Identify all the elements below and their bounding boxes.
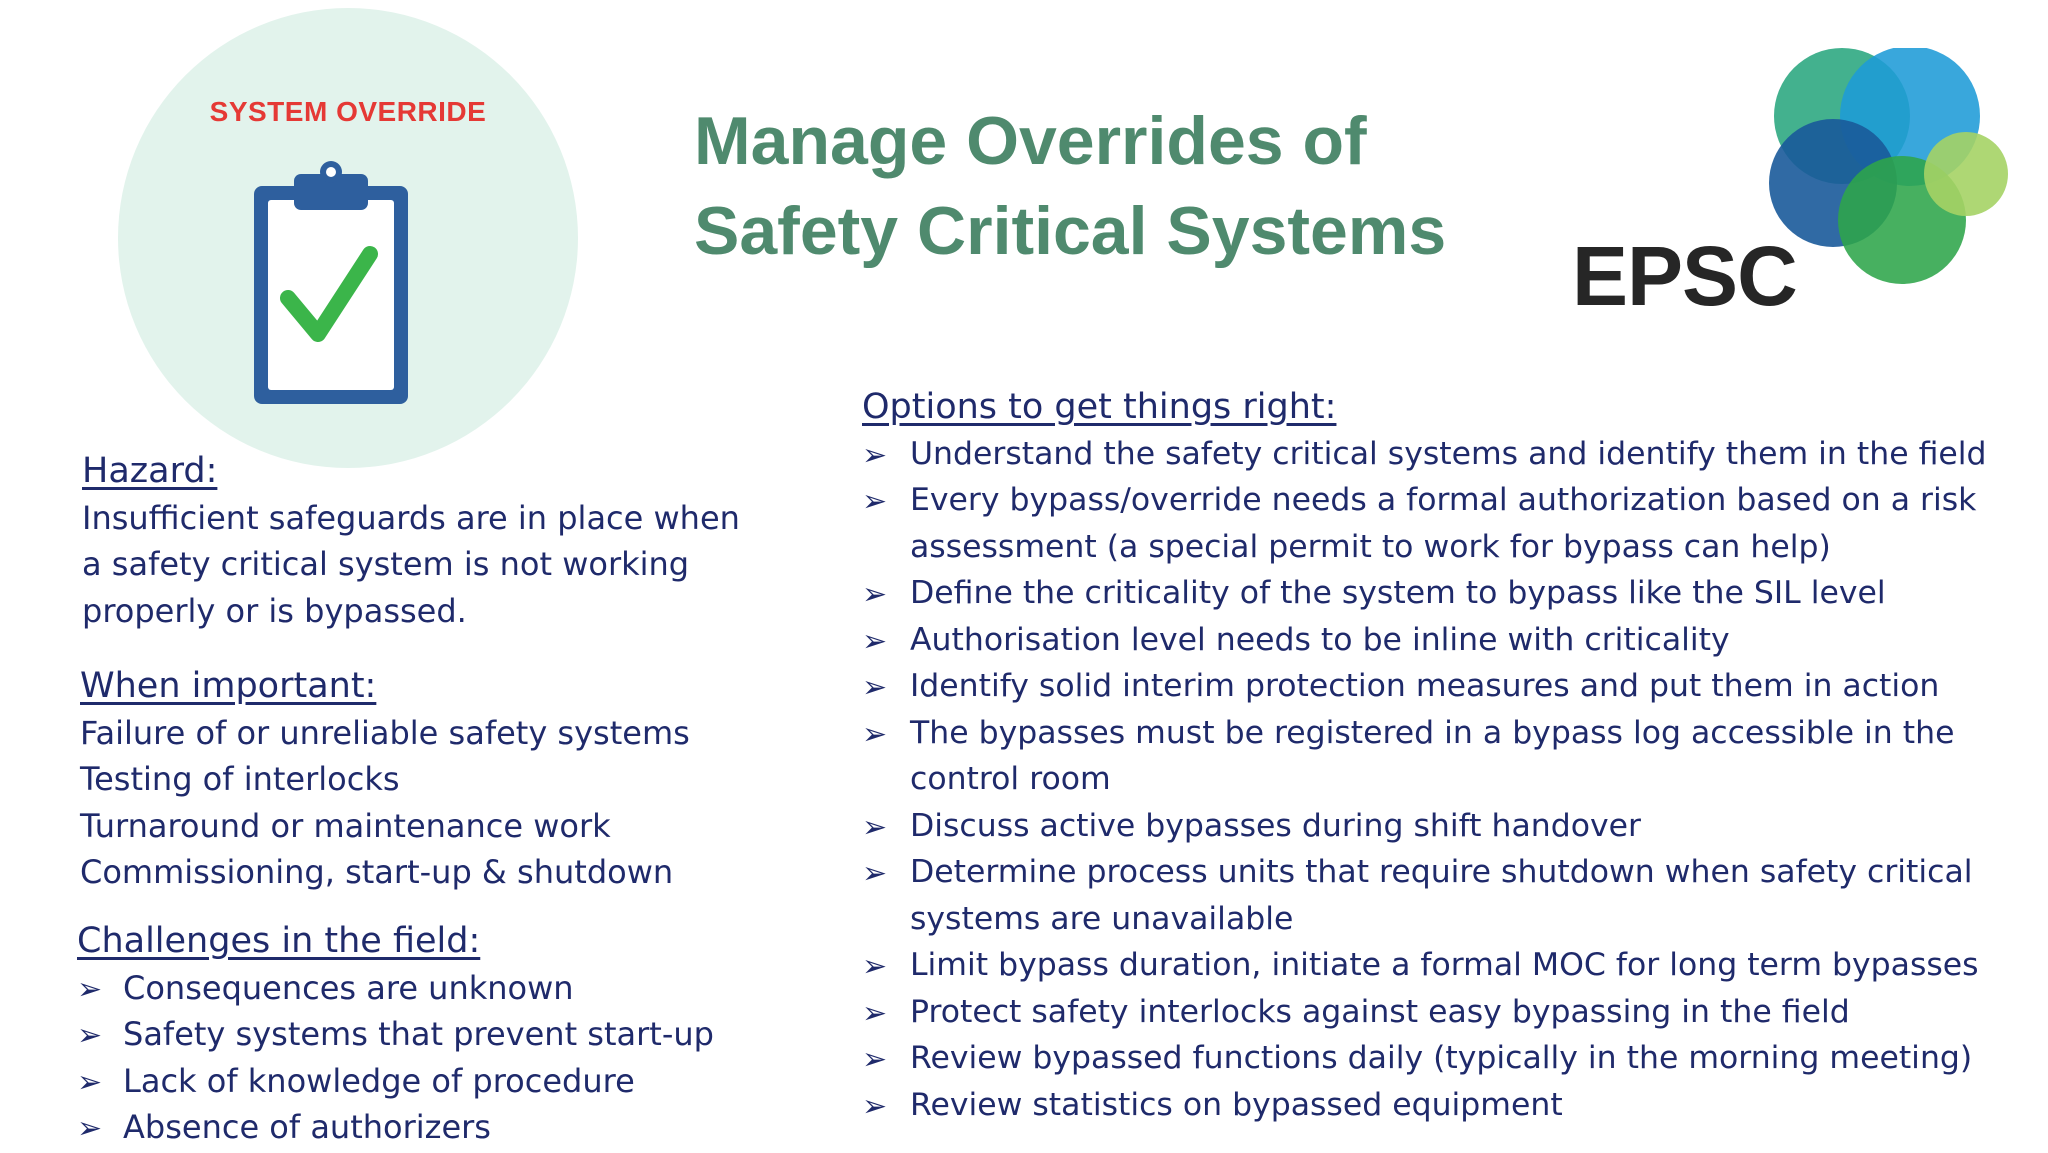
options-section [862, 384, 1987, 1128]
arrow-bullet-icon: ➢ [77, 1111, 103, 1146]
challenges-section [77, 918, 714, 1151]
option-item-text: Identify solid interim protection measures and put them in action [910, 668, 1940, 704]
arrow-bullet-icon: ➢ [77, 1018, 103, 1053]
clipboard-check-icon [246, 156, 416, 412]
challenge-item [77, 1011, 714, 1058]
challenge-item [77, 965, 714, 1012]
arrow-bullet-icon: ➢ [77, 971, 103, 1007]
hazard-section [82, 448, 740, 634]
option-item-text: systems are unavailable [910, 900, 1294, 937]
challenge-item-text: Absence of authorizers [123, 1108, 491, 1146]
hazard-text-line: a safety critical system is not working [82, 545, 690, 583]
arrow-bullet-icon: ➢ [862, 484, 888, 519]
challenges-list [77, 965, 714, 1151]
option-item-text: control room [910, 761, 1111, 797]
arrow-bullet-icon: ➢ [862, 437, 888, 473]
option-item [862, 663, 1987, 710]
option-item [862, 431, 1987, 478]
option-item [862, 989, 1987, 1036]
hazard-text-line: Insufficient safeguards are in place when [82, 498, 740, 537]
option-item [862, 477, 1987, 570]
hazard-heading: Hazard: [82, 451, 218, 491]
option-item [862, 570, 1987, 617]
epsc-logo-text: EPSC [1572, 229, 1797, 323]
page-title [694, 96, 1446, 276]
option-item [862, 1082, 1987, 1129]
when-important-item: Turnaround or maintenance work [80, 806, 611, 845]
options-list [862, 431, 1987, 1129]
option-item-text: Define the criticality of the system to bypass like the SIL level [910, 575, 1886, 611]
when-important-section [80, 663, 690, 896]
arrow-bullet-icon: ➢ [862, 670, 888, 705]
option-item-text: Discuss active bypasses during shift handover [910, 807, 1641, 844]
title-line-1: Manage Overrides of [694, 103, 1367, 179]
option-item [862, 1035, 1987, 1082]
arrow-bullet-icon: ➢ [77, 1064, 103, 1100]
system-override-label: SYSTEM OVERRIDE [209, 96, 487, 127]
option-item [862, 710, 1987, 803]
option-item [862, 617, 1987, 664]
when-important-item: Testing of interlocks [80, 760, 400, 798]
option-item-text: Review bypassed functions daily (typically in the morning meeting) [910, 1040, 1973, 1076]
when-important-heading: When important: [80, 666, 377, 706]
challenge-item-text: Consequences are unknown [123, 968, 574, 1007]
option-item-text: Protect safety interlocks against easy bypassing in the field [910, 993, 1850, 1030]
challenge-item [77, 1104, 714, 1151]
arrow-bullet-icon: ➢ [862, 577, 888, 612]
option-item-text: Limit bypass duration, initiate a formal MOC for long term bypasses [910, 947, 1979, 983]
option-item [862, 803, 1987, 850]
option-item-text: Understand the safety critical systems and identify them in the field [910, 435, 1987, 472]
option-item-text: Authorisation level needs to be inline with criticality [910, 621, 1730, 658]
arrow-bullet-icon: ➢ [862, 949, 888, 984]
option-item-text: Review statistics on bypassed equipment [910, 1086, 1563, 1123]
option-item-text: Every bypass/override needs a formal authorization based on a risk [910, 482, 1977, 518]
challenges-heading: Challenges in the field: [77, 921, 481, 961]
options-heading: Options to get things right: [862, 387, 1337, 427]
arrow-bullet-icon: ➢ [862, 809, 888, 845]
arrow-bullet-icon: ➢ [862, 716, 888, 752]
arrow-bullet-icon: ➢ [862, 995, 888, 1031]
challenge-item-text: Safety systems that prevent start-up [123, 1015, 714, 1053]
hazard-text-line: properly or is bypassed. [82, 591, 467, 630]
option-item-text: The bypasses must be registered in a bypass log accessible in the [910, 714, 1955, 751]
challenge-item-text: Lack of knowledge of procedure [123, 1061, 635, 1100]
option-item [862, 849, 1987, 942]
option-item [862, 942, 1987, 989]
option-item-text: assessment (a special permit to work for bypass can help) [910, 528, 1831, 565]
title-line-2: Safety Critical Systems [694, 193, 1447, 269]
arrow-bullet-icon: ➢ [862, 1088, 888, 1124]
arrow-bullet-icon: ➢ [862, 856, 888, 891]
when-important-item: Commissioning, start-up & shutdown [80, 853, 674, 891]
arrow-bullet-icon: ➢ [862, 623, 888, 659]
when-important-item: Failure of or unreliable safety systems [80, 713, 690, 752]
system-override-illustration [118, 8, 578, 468]
option-item-text: Determine process units that require shutdown when safety critical [910, 854, 1973, 890]
arrow-bullet-icon: ➢ [862, 1042, 888, 1077]
challenge-item [77, 1058, 714, 1105]
